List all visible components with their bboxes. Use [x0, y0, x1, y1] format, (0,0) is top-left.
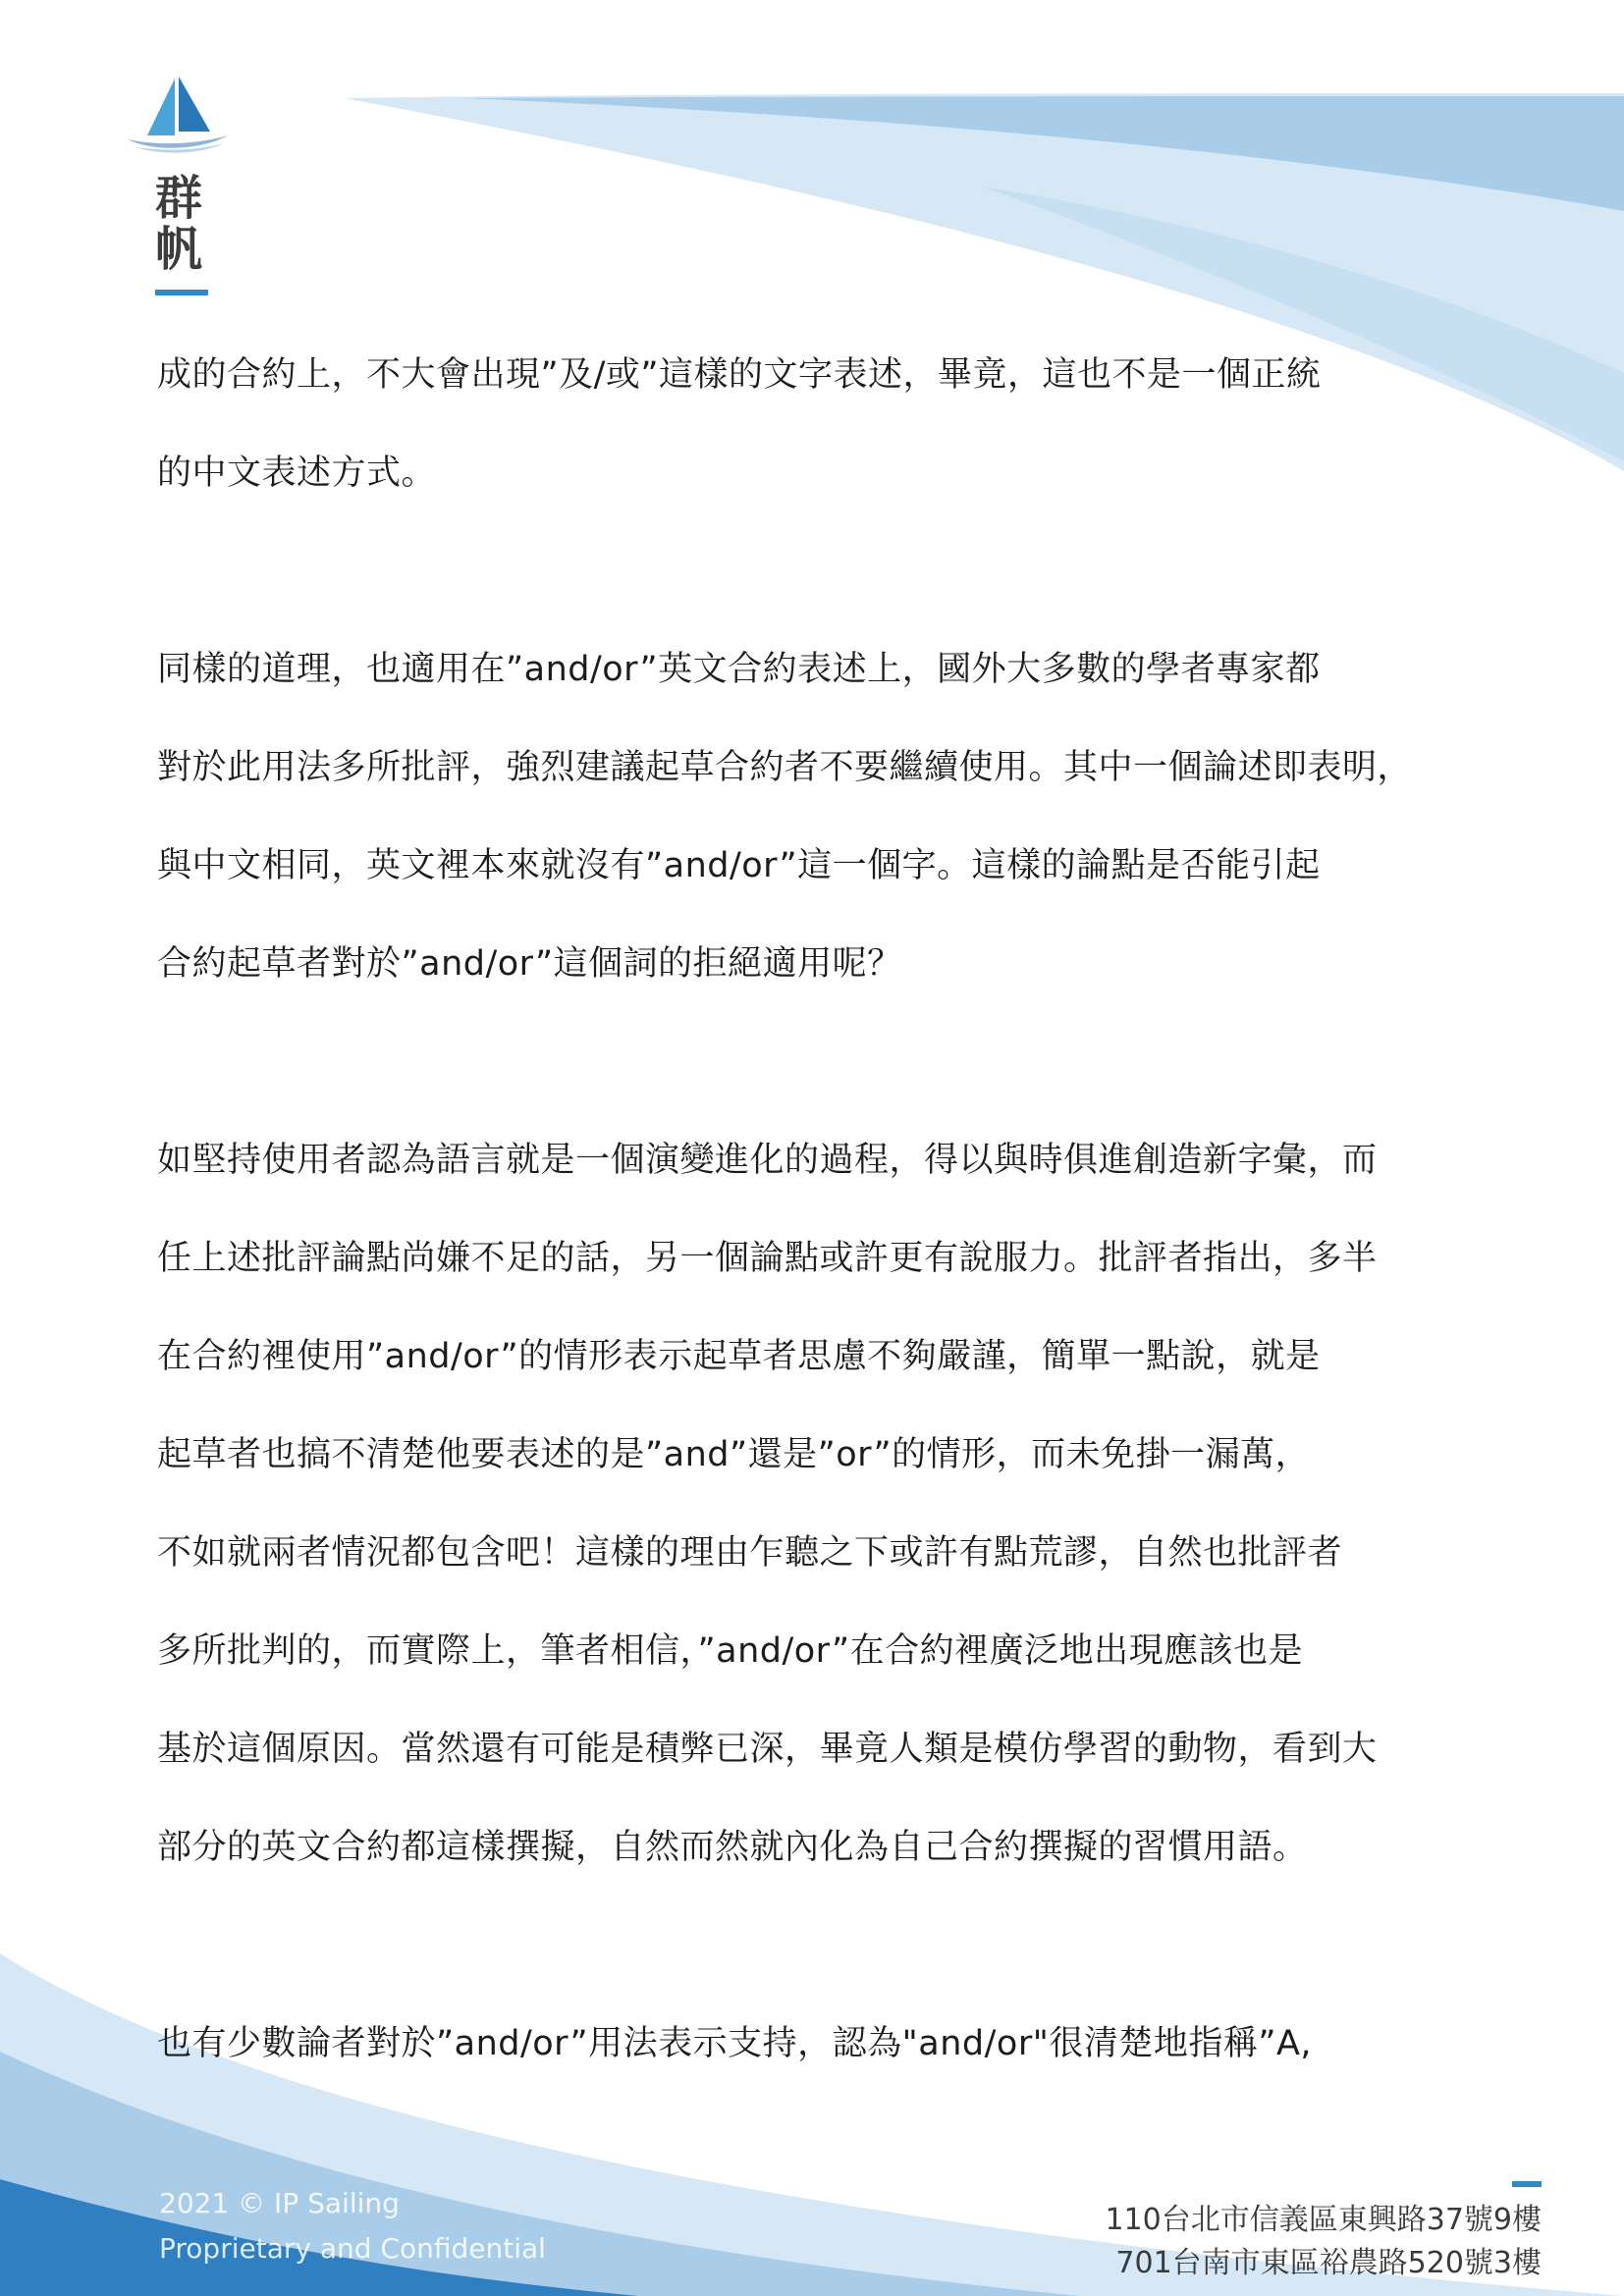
- footer-addresses: [1105, 2199, 1542, 2285]
- address-taipei: 110台北市信義區東興路37號9樓: [1105, 2203, 1542, 2237]
- sailboat-icon: [126, 75, 234, 153]
- text-line: 不如就兩者情況都包含吧！這樣的理由乍聽之下或許有點荒謬，自然也批評者: [157, 1533, 1343, 1573]
- text-line: 也有少數論者對於”and/or”用法表示支持，認為"and/or"很清楚地指稱”A,: [157, 2024, 1313, 2063]
- paragraph: [157, 326, 1492, 522]
- address-tainan: 701台南市東區裕農路520號3樓: [1115, 2246, 1542, 2280]
- paragraph: [157, 1995, 1492, 2093]
- text-line: 起草者也搞不清楚他要表述的是”and”還是”or”的情形，而未免掛一漏萬，: [157, 1435, 1311, 1474]
- text-line: 部分的英文合約都這樣撰擬，自然而然就內化為自己合約撰擬的習慣用語。: [157, 1828, 1308, 1867]
- brand-logo: [126, 75, 234, 153]
- logo-char-1: 群: [155, 171, 203, 226]
- text-line: 的中文表述方式。: [157, 454, 437, 493]
- text-line: 多所批判的，而實際上，筆者相信，”and/or”在合約裡廣泛地出現應該也是: [157, 1631, 1304, 1671]
- confidential-text: Proprietary and Confidential: [159, 2232, 546, 2265]
- text-line: 同樣的道理，也適用在”and/or”英文合約表述上，國外大多數的學者專家都: [157, 650, 1321, 689]
- text-line: 與中文相同，英文裡本來就沒有”and/or”這一個字。這樣的論點是否能引起: [157, 846, 1321, 885]
- text-line: 基於這個原因。當然還有可能是積弊已深，畢竟人類是模仿學習的動物，看到大: [157, 1730, 1378, 1769]
- document-body: [157, 326, 1492, 2093]
- text-line: 對於此用法多所批評，強烈建議起草合約者不要繼續使用。其中一個論述即表明，: [157, 748, 1413, 787]
- logo-underline: [155, 290, 208, 295]
- footer-left: [159, 2181, 546, 2271]
- paragraph: [157, 1111, 1492, 1896]
- text-line: 任上述批評論點尚嫌不足的話，另一個論點或許更有說服力。批評者指出，多半: [157, 1239, 1378, 1278]
- footer-accent-mark: [1512, 2181, 1542, 2187]
- logo-char-2: 帆: [155, 222, 203, 277]
- text-line: 合約起草者對於”and/or”這個詞的拒絕適用呢？: [157, 944, 902, 984]
- text-line: 如堅持使用者認為語言就是一個演變進化的過程，得以與時俱進創造新字彙，而: [157, 1141, 1378, 1180]
- text-line: 成的合約上，不大會出現”及/或”這樣的文字表述，畢竟，這也不是一個正統: [157, 355, 1322, 395]
- copyright-text: 2021 © IP Sailing: [159, 2187, 400, 2219]
- text-line: 在合約裡使用”and/or”的情形表示起草者思慮不夠嚴謹，簡單一點說，就是: [157, 1337, 1321, 1376]
- paragraph: [157, 620, 1492, 1013]
